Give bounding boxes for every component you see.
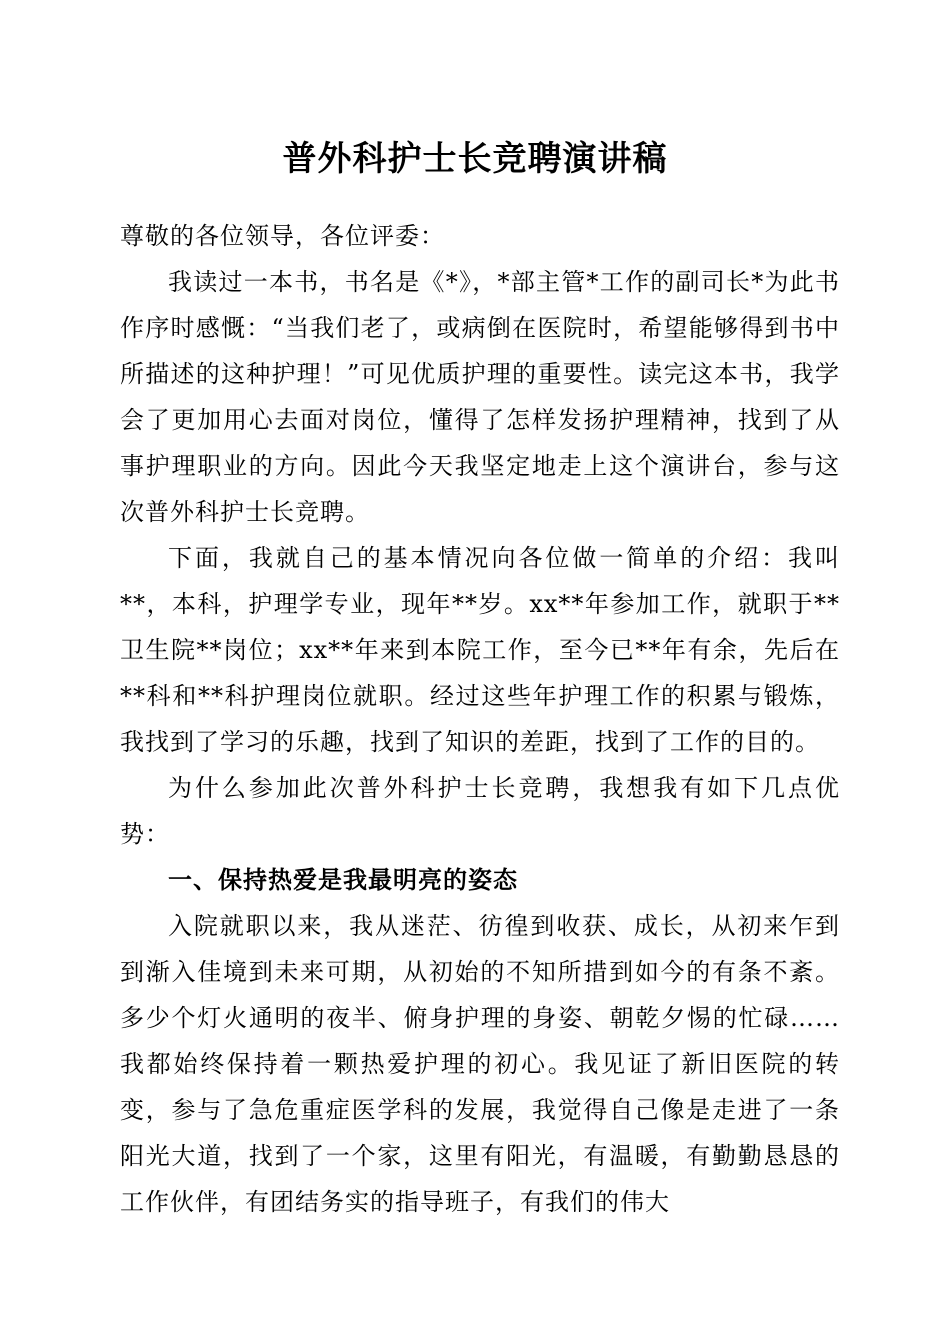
section-paragraph: 入院就职以来，我从迷茫、彷徨到收获、成长，从初来乍到到渐入佳境到未来可期，从初始的不知所措到如今的有条不紊。多少个灯火通明的夜半、俯身护理的身姿、朝乾夕惕的忙碌……我都始终保持着一颗热爱护理的初心。我见证了新旧医院的转变，参与了急危重症医学科的发展，我觉得自己像是走进了一条阳光大道，找到了一个家，这里有阳光，有温暖，有勤勤恳恳的工作伙伴，有团结务实的指导班子，有我们的伟大: [120, 912, 840, 1216]
document-body: [120, 213, 840, 1225]
salutation: 尊敬的各位领导，各位评委：: [120, 222, 445, 250]
paragraph-advantages: 为什么参加此次普外科护士长竞聘，我想我有如下几点优势：: [120, 774, 840, 848]
paragraph-intro: 我读过一本书，书名是《*》，*部主管*工作的副司长*为此书作序时感慨：“当我们老了，或病倒在医院时，希望能够得到书中所描述的这种护理！”可见优质护理的重要性。读完这本书，我学会了更加用心去面对岗位，懂得了怎样发扬护理精神，找到了从事护理职业的方向。因此今天我坚定地走上这个演讲台，参与这次普外科护士长竞聘。: [120, 268, 840, 526]
paragraph-background: 下面，我就自己的基本情况向各位做一简单的介绍：我叫**，本科，护理学专业，现年**岁。xx**年参加工作，就职于**卫生院**岗位；xx**年来到本院工作，至今已**年有余，先后在**科和**科护理岗位就职。经过这些年护理工作的积累与锻炼，我找到了学习的乐趣，找到了知识的差距，找到了工作的目的。: [120, 544, 840, 756]
section-heading: 一、保持热爱是我最明亮的姿态: [168, 866, 518, 894]
document-title: 普外科护士长竞聘演讲稿: [282, 139, 668, 179]
